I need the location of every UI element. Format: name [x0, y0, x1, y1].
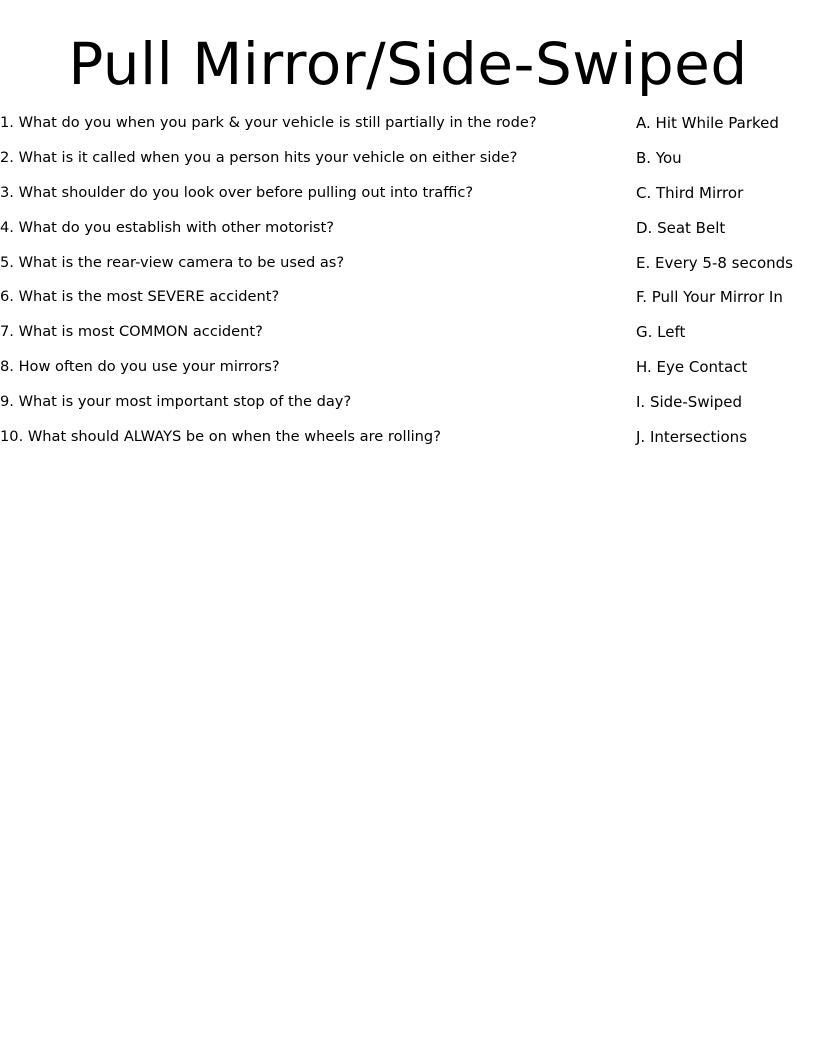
list-item — [0, 425, 816, 460]
question-8: 8. How often do you use your mirrors? — [0, 358, 280, 376]
answer-j: J. Intersections — [636, 428, 748, 447]
question-9: 9. What is your most important stop of the day? — [0, 393, 352, 411]
matching-list — [0, 111, 816, 460]
list-item — [0, 355, 816, 390]
answer-h: H. Eye Contact — [636, 358, 748, 377]
list-item — [0, 146, 816, 181]
question-1: 1. What do you when you park & your vehicle is still partially in the rode? — [0, 114, 537, 131]
question-6: 6. What is the most SEVERE accident? — [0, 288, 280, 306]
list-item — [0, 111, 816, 146]
list-item — [0, 285, 816, 320]
list-item — [0, 390, 816, 425]
answer-e: E. Every 5-8 seconds — [636, 253, 793, 272]
list-item — [0, 251, 816, 286]
answer-a: A. Hit While Parked — [636, 114, 779, 132]
answer-c: C. Third Mirror — [636, 183, 744, 202]
question-7: 7. What is most COMMON accident? — [0, 323, 263, 341]
answer-b: B. You — [636, 148, 682, 167]
list-item — [0, 216, 816, 251]
question-10: 10. What should ALWAYS be on when the wheels are rolling? — [0, 428, 441, 446]
answer-g: G. Left — [636, 323, 686, 342]
page-title: Pull Mirror/Side-Swiped — [68, 30, 748, 98]
answer-d: D. Seat Belt — [636, 218, 726, 237]
question-2: 2. What is it called when you a person hits your vehicle on either side? — [0, 148, 518, 166]
question-3: 3. What shoulder do you look over before pulling out into traffic? — [0, 183, 474, 201]
list-item — [0, 181, 816, 216]
answer-f: F. Pull Your Mirror In — [636, 288, 783, 307]
question-4: 4. What do you establish with other motorist? — [0, 218, 334, 236]
list-item — [0, 320, 816, 355]
question-5: 5. What is the rear-view camera to be used as? — [0, 253, 345, 271]
answer-i: I. Side-Swiped — [636, 393, 743, 412]
